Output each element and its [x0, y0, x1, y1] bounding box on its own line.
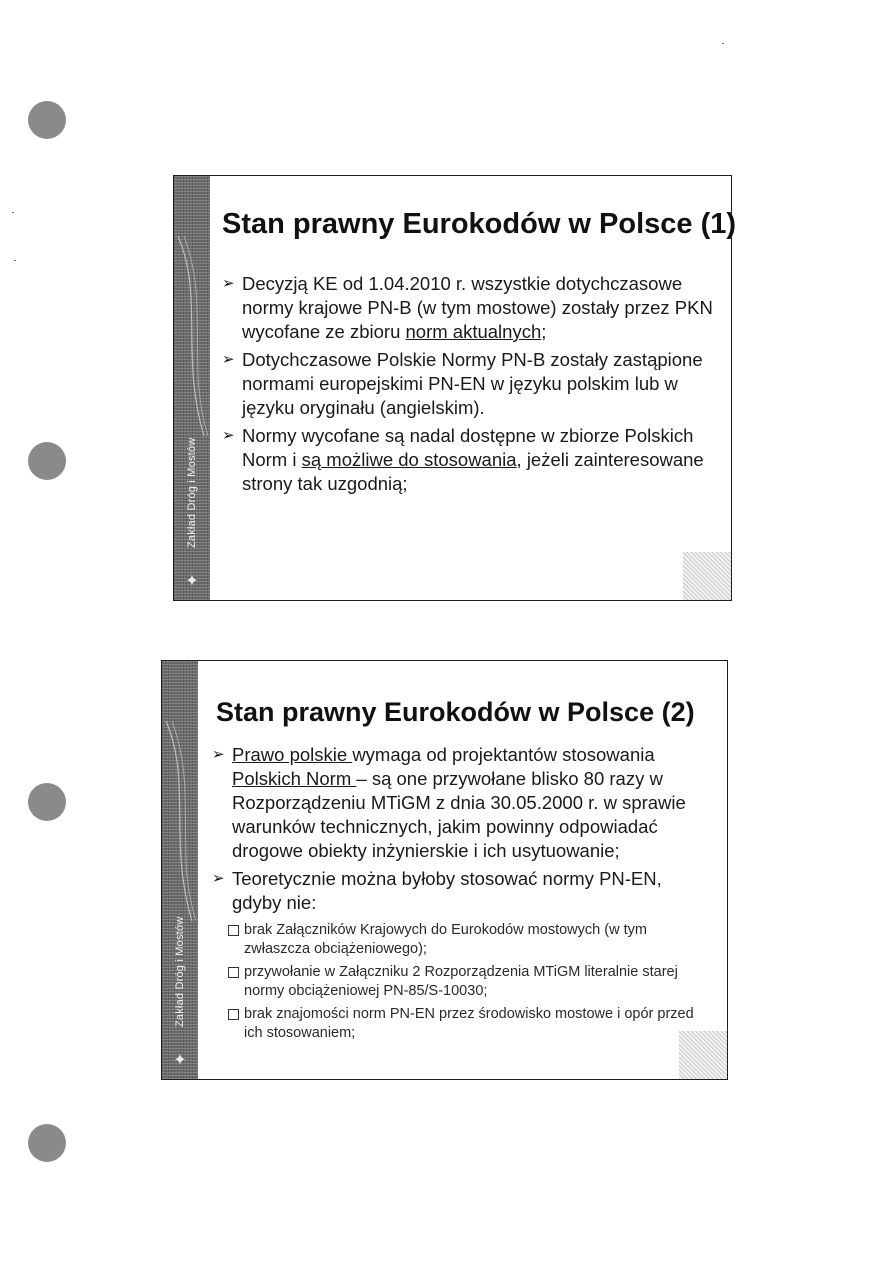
sub-bullet-list	[226, 921, 712, 1043]
bullet-underlined-text: norm aktualnych	[405, 321, 542, 342]
bullet-text-end: , jeżeli zainteresowane strony tak uzgodnią;	[242, 449, 704, 494]
checkbox-bullet-icon	[228, 1009, 239, 1020]
logo-icon: ✦	[185, 573, 199, 590]
sub-bullet-text: przywołanie w Załączniku 2 Rozporządzenia MTiGM literalnie starej normy obciążeniowej PN-85/S-10030;	[244, 964, 678, 999]
bullet-list	[212, 743, 712, 1047]
bullet-item	[212, 743, 712, 863]
bullet-item	[212, 867, 712, 1043]
sub-bullet-item	[226, 921, 712, 959]
bullet-underlined-text: są możliwe do stosowania	[301, 449, 517, 470]
bullet-text: Decyzją KE od 1.04.2010 r. wszystkie dotychczasowe normy krajowe PN-B (w tym mostowe) zostały przez PKN wycofane ze zbioru	[242, 273, 713, 342]
scan-speck	[12, 212, 14, 213]
bullet-list	[222, 272, 716, 500]
bullet-underlined-text: Polskich Norm	[232, 768, 357, 789]
sub-bullet-text: brak znajomości norm PN-EN przez środowisko mostowe i opór przed ich stosowaniem;	[244, 1006, 694, 1041]
punch-hole	[28, 1124, 66, 1162]
corner-shade	[683, 552, 731, 600]
sub-bullet-item	[226, 963, 712, 1001]
strip-label: Zakład Dróg i Mostów	[186, 437, 198, 548]
bullet-text: Dotychczasowe Polskie Normy PN-B zostały zastąpione normami europejskimi PN-EN w języku polskim lub w języku oryginału (angielskim).	[242, 349, 703, 418]
punch-hole	[28, 442, 66, 480]
slide-side-strip	[174, 176, 210, 600]
checkbox-bullet-icon	[228, 925, 239, 936]
arrow-bullet-icon: ➢	[222, 427, 235, 444]
bullet-item	[222, 272, 716, 344]
bullet-item	[222, 348, 716, 420]
punch-hole	[28, 783, 66, 821]
slide-title: Stan prawny Eurokodów w Polsce (2)	[216, 697, 695, 727]
arrow-bullet-icon: ➢	[212, 746, 225, 763]
bullet-text: Normy wycofane są nadal dostępne w zbiorze Polskich Norm i	[242, 425, 694, 470]
sub-bullet-item	[226, 1005, 712, 1043]
strip-decoration	[174, 236, 210, 436]
strip-decoration	[162, 721, 198, 921]
arrow-bullet-icon: ➢	[222, 351, 235, 368]
strip-label: Zakład Dróg i Mostów	[174, 916, 186, 1027]
bullet-text: Teoretycznie można byłoby stosować normy PN-EN, gdyby nie:	[232, 868, 662, 913]
bullet-underlined-text: Prawo polskie	[232, 744, 353, 765]
scan-speck	[14, 260, 16, 261]
checkbox-bullet-icon	[228, 967, 239, 978]
scan-speck	[722, 43, 724, 44]
slide-side-strip	[162, 661, 198, 1079]
slide-2	[161, 660, 728, 1080]
slide-1	[173, 175, 737, 601]
bullet-text-end: ;	[541, 321, 547, 342]
bullet-item	[222, 424, 716, 496]
arrow-bullet-icon: ➢	[212, 870, 225, 887]
sub-bullet-text: brak Załączników Krajowych do Eurokodów mostowych (w tym zwłaszcza obciążeniowego);	[244, 922, 647, 957]
slide-title: Stan prawny Eurokodów w Polsce (1)	[222, 208, 737, 240]
logo-icon: ✦	[173, 1052, 187, 1069]
bullet-text: wymaga od projektantów stosowania	[352, 744, 655, 765]
punch-hole	[28, 101, 66, 139]
arrow-bullet-icon: ➢	[222, 275, 235, 292]
bullet-text: – są one przywołane blisko 80 razy w Rozporządzeniu MTiGM z dnia 30.05.2000 r. w sprawie warunków technicznych, jakim powinny odpowiadać drogowe obiekty inżynierskie i ich usytuowanie;	[232, 768, 686, 861]
